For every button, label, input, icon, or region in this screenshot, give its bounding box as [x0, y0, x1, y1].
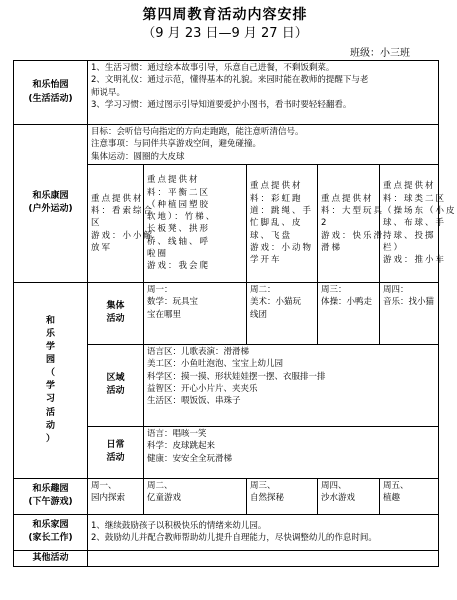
afternoon-day-tue: 周二、 亿童游戏 — [144, 478, 247, 514]
date-range: （9 月 23 日—9 月 27 日） — [142, 26, 308, 41]
area-activities-label: 区域 活动 — [88, 344, 144, 426]
group-day-mon: 周一： 数学：玩具宝 宝在哪里 — [144, 282, 247, 344]
outdoor-area-1: 重点提供材 料：看索综合 区 游戏：小小解 放军 — [88, 164, 144, 282]
life-activities-content — [88, 61, 439, 125]
daily-activities-content: 语言：唱咳一笑 科学：皮球跳起来 健康：安安全全玩滑梯 — [144, 426, 439, 478]
outdoor-area-3: 重点提供材 料：彩虹跑 道：跳绳、手 忙脚乱、皮 球、飞盘 游戏：小动物 学开车 — [247, 164, 318, 282]
other-header: 其他活动 — [14, 550, 88, 566]
life-line: 2、文明礼仪：通过示范，懂得基本的礼貌。来园时能在教师的提醒下与老 — [91, 75, 369, 86]
outdoor-goal: 目标：会听信号向指定的方向走跑跑，能注意听清信号。 注意事项：与同伴共享游戏空间，避免碰撞。 集体运动：圆圈的大皮球 — [88, 125, 439, 165]
other-content — [88, 550, 439, 566]
outdoor-area-5: 重点提供材 料：球类二区 （操场东（小皮 球、布球、手 持球、投掷 栏） 游戏：推小车 — [380, 164, 439, 282]
page-title: 第四周教育活动内容安排 — [142, 7, 308, 23]
group-activities-label: 集体 活动 — [88, 282, 144, 344]
family-header: 和乐家园 (家长工作) — [14, 514, 88, 550]
family-content: 1、继续鼓励孩子以积极快乐的情绪来幼儿园。 2、鼓励幼儿并配合教师帮助幼儿提升自理能力，尽快调整幼儿的作息时间。 — [88, 514, 439, 550]
afternoon-header: 和乐趣园 (下午游戏) — [14, 478, 88, 514]
afternoon-day-fri: 周五、 植趣 — [380, 478, 439, 514]
group-day-thu: 周四： 音乐：找小猫 — [380, 282, 439, 344]
afternoon-day-mon: 周一、 园内探索 — [88, 478, 144, 514]
other-row — [14, 550, 439, 566]
group-day-wed: 周三： 体操：小鸭走 — [318, 282, 380, 344]
outdoor-area-2: 重点提供材 料：平衡二区 （种植园塑胶 软地）：竹梯、 长板凳、拱形 桥、线轴、呼 啦圈 游戏：我会爬 — [144, 164, 247, 282]
group-activities-row — [14, 282, 439, 344]
afternoon-row — [14, 478, 439, 514]
life-line: 师说早。 — [91, 87, 126, 98]
outdoor-header: 和乐康园 (户外运动) — [14, 125, 88, 283]
schedule-table — [13, 60, 457, 567]
daily-activities-label: 日常 活动 — [88, 426, 144, 478]
area-activities-content: 语言区：儿歌表演：滑滑梯 美工区：小鱼吐泡泡、宝宝上幼儿园 科学区：摸一摸、形状娃娃摆一摆、衣服排一排 益智区：开心小片片、夹夹乐 生活区：喂饭饭、串珠子 — [144, 344, 439, 426]
afternoon-day-wed: 周三、 自然探秘 — [247, 478, 318, 514]
life-line: 3、学习习惯：通过图示引导知道要爱护小图书，看书时要轻轻翻看。 — [91, 99, 352, 110]
afternoon-day-thu: 周四、 沙水游戏 — [318, 478, 380, 514]
life-line: 1、生活习惯：通过绘本故事引导，乐意自己进餐，不剩饭剩菜。 — [91, 63, 335, 73]
group-day-tue: 周二： 美术：小猫玩 线团 — [247, 282, 318, 344]
outdoor-area-4: 重点提供材 料：大型玩具 2 游戏：快乐滑 滑梯 — [318, 164, 380, 282]
outdoor-goal-row — [14, 125, 439, 165]
life-activities-row — [14, 61, 439, 125]
family-row — [14, 514, 439, 550]
life-activities-header: 和乐怡园 (生活活动) — [14, 61, 88, 125]
learning-header: 和 乐 学 园 （ 学 习 活 动 ） — [14, 282, 88, 478]
class-label: 班级：小三班 — [350, 48, 410, 59]
